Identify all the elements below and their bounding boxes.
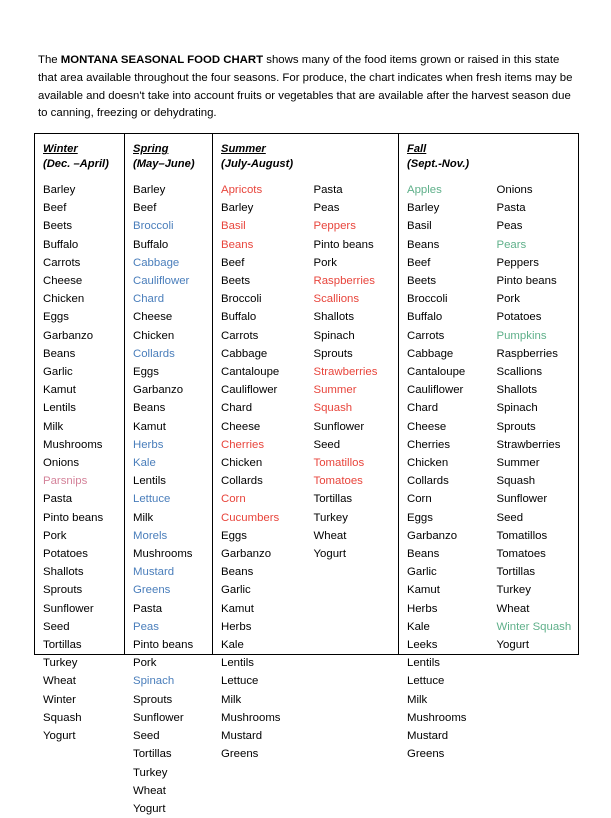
food-item: Mustard (221, 730, 263, 743)
food-item: Milk (133, 511, 154, 524)
food-item: Pinto beans (133, 639, 194, 652)
food-item: Cabbage (133, 256, 180, 269)
food-item: Garlic (221, 584, 251, 597)
food-item: Milk (407, 693, 428, 706)
food-item: Yogurt (43, 730, 76, 743)
season-header-winter (35, 134, 124, 171)
food-list-summer-1 (213, 181, 306, 761)
food-list-summer-2 (306, 181, 399, 654)
food-item: Beans (221, 238, 254, 251)
food-item: Milk (43, 420, 64, 433)
food-item: Collards (133, 347, 175, 360)
food-item: Pinto beans (496, 275, 557, 288)
food-item: Chard (407, 402, 439, 415)
season-header-fall (399, 134, 578, 171)
food-item: Yogurt (313, 548, 347, 561)
food-item: Beef (221, 256, 245, 269)
food-item: Turkey (496, 584, 531, 597)
season-column-summer (213, 134, 399, 761)
food-item: Lentils (43, 402, 76, 415)
food-item: Cauliflower (221, 384, 278, 397)
season-name: Spring (133, 143, 169, 155)
food-item: Herbs (133, 438, 164, 451)
food-item: Kale (221, 639, 244, 652)
food-item: Mustard (407, 730, 449, 743)
food-item: Pinto beans (313, 238, 374, 251)
food-item: Yogurt (496, 639, 530, 652)
food-item: Turkey (313, 511, 348, 524)
food-item: Turkey (133, 766, 168, 779)
food-item: Pumpkins (496, 329, 547, 342)
intro-text-before: The (38, 54, 61, 67)
food-item: Eggs (133, 366, 159, 379)
food-item: Greens (407, 748, 445, 761)
food-item: Garlic (43, 366, 73, 379)
food-item: Kamut (407, 584, 440, 597)
food-item: Wheat (43, 675, 76, 688)
food-item: Pasta (496, 202, 526, 215)
chart-title-bold: MONTANA SEASONAL FOOD CHART (60, 54, 264, 67)
food-item: Chicken (407, 457, 449, 470)
food-item: Collards (407, 475, 449, 488)
food-item: Kamut (43, 384, 76, 397)
food-item: Cherries (407, 438, 451, 451)
food-item: Wheat (496, 602, 530, 615)
food-item: Shallots (496, 384, 538, 397)
food-item: Leeks (407, 639, 438, 652)
food-item: Seed (496, 511, 524, 524)
food-item: Apples (407, 184, 442, 196)
food-item: Chicken (133, 329, 175, 342)
season-name: Fall (407, 143, 427, 155)
food-item: Tomatillos (313, 457, 365, 470)
food-item: Lettuce (221, 675, 259, 688)
season-items-summer (213, 181, 398, 761)
food-list-spring-1 (125, 181, 212, 815)
food-item: Chard (133, 293, 165, 306)
food-item: Broccoli (221, 293, 262, 306)
food-item: Tomatoes (496, 548, 546, 561)
food-item: Sprouts (43, 584, 83, 597)
food-item: Pork (43, 529, 67, 542)
food-item: Pasta (43, 493, 73, 506)
food-list-winter-1 (35, 181, 124, 743)
food-item: Milk (221, 693, 242, 706)
food-item: Barley (221, 202, 254, 215)
season-name: Winter (43, 143, 78, 155)
food-item: Lentils (133, 475, 166, 488)
food-item: Cantaloupe (221, 366, 280, 379)
food-item: Beans (407, 548, 440, 561)
season-column-winter (35, 134, 125, 743)
food-item: Sprouts (313, 347, 353, 360)
food-item: Broccoli (407, 293, 448, 306)
food-item: Scallions (313, 293, 360, 306)
food-item: Lettuce (133, 493, 171, 506)
food-item: Strawberries (496, 438, 561, 451)
food-item: Cabbage (221, 347, 268, 360)
food-item: Cherries (221, 438, 265, 451)
food-item: Cheese (407, 420, 447, 433)
season-months: (Sept.-Nov.) (407, 157, 470, 170)
food-item: Eggs (221, 529, 247, 542)
food-item: Pinto beans (43, 511, 104, 524)
season-header-summer (213, 134, 398, 171)
food-item: Chard (221, 402, 253, 415)
food-item: Pears (496, 238, 527, 251)
food-item: Carrots (221, 329, 259, 342)
food-item: Scallions (496, 366, 543, 379)
food-item: Cheese (221, 420, 261, 433)
food-item: Garbanzo (407, 529, 458, 542)
food-item: Garbanzo (43, 329, 94, 342)
food-item: Mushrooms (221, 711, 281, 724)
food-item: Carrots (407, 329, 445, 342)
food-item: Tomatoes (313, 475, 363, 488)
food-item: Spinach (496, 402, 538, 415)
food-item: Greens (221, 748, 259, 761)
food-item: Beef (43, 202, 67, 215)
food-item: Eggs (43, 311, 69, 324)
food-item: Greens (133, 584, 171, 597)
food-item: Mushrooms (407, 711, 467, 724)
food-item: Garlic (407, 566, 437, 579)
food-item: Spinach (133, 675, 175, 688)
food-item: Lentils (407, 657, 440, 670)
food-item: Sprouts (496, 420, 536, 433)
food-item: Corn (407, 493, 432, 506)
seasonal-food-chart-table (34, 133, 579, 815)
food-item: Wheat (133, 784, 166, 797)
food-item: Sunflower (313, 420, 365, 433)
food-item: Seed (43, 620, 70, 633)
food-item: Summer (496, 457, 540, 470)
food-item: Pork (313, 256, 337, 269)
food-item: Eggs (407, 511, 433, 524)
food-item: Turkey (43, 657, 78, 670)
intro-text-after: shows many of the food items grown or raised in this state that area available throughout the four seasons. For produce, the chart indicates when fresh items may be available and doesn't take into account fruits or vegetables that are available after the harvest season due to canning, freezing or dehydrating. (38, 54, 573, 120)
food-item: Summer (313, 384, 357, 397)
food-item: Cabbage (407, 347, 454, 360)
food-item: Sunflower (496, 493, 548, 506)
food-item: Cucumbers (221, 511, 280, 524)
food-item: Cantaloupe (407, 366, 466, 379)
food-item: Beans (221, 566, 254, 579)
food-list-fall-2 (489, 181, 579, 654)
food-item: Shallots (43, 566, 84, 579)
food-item: Mushrooms (43, 438, 103, 451)
food-item: Corn (221, 493, 246, 506)
food-item: Broccoli (133, 220, 174, 233)
season-header-spring (125, 134, 212, 171)
food-item: Cheese (133, 311, 173, 324)
food-item: Tortillas (43, 639, 82, 652)
food-item: Lentils (221, 657, 254, 670)
season-column-spring (125, 134, 213, 815)
food-list-fall-1 (399, 181, 489, 761)
season-months: (Dec. –April) (43, 157, 109, 170)
food-item: Peppers (496, 256, 539, 269)
food-item: Lettuce (407, 675, 445, 688)
food-item: Seed (133, 730, 160, 743)
food-item: Cauliflower (133, 275, 190, 288)
season-months: (July-August) (221, 157, 294, 170)
food-item: Beef (133, 202, 157, 215)
season-items-spring (125, 181, 212, 815)
season-items-winter (35, 181, 124, 743)
food-item: Morels (133, 529, 168, 542)
food-item: Raspberries (313, 275, 375, 288)
food-item: Beans (43, 347, 76, 360)
food-item: Peas (133, 620, 159, 633)
food-item: Kale (133, 457, 156, 470)
food-item: Yogurt (133, 802, 166, 815)
food-item: Squash (43, 711, 82, 724)
food-item: Onions (496, 184, 533, 196)
food-item: Peppers (313, 220, 356, 233)
food-item: Pork (133, 657, 157, 670)
food-item: Kamut (221, 602, 254, 615)
food-item: Tortillas (496, 566, 536, 579)
food-item: Buffalo (407, 311, 443, 324)
food-item: Herbs (407, 602, 438, 615)
food-item: Beans (407, 238, 440, 251)
food-item: Onions (43, 457, 80, 470)
food-item: Raspberries (496, 347, 558, 360)
food-item: Beets (43, 220, 73, 233)
food-item: Strawberries (313, 366, 378, 379)
food-item: Parsnips (43, 475, 88, 488)
season-name: Summer (221, 143, 266, 155)
food-item: Sunflower (43, 602, 94, 615)
food-item: Squash (496, 475, 536, 488)
season-items-fall (399, 181, 578, 761)
intro-paragraph (38, 52, 575, 122)
food-item: Peas (313, 202, 340, 215)
food-item: Tortillas (133, 748, 172, 761)
food-item: Sprouts (133, 693, 173, 706)
season-months: (May–June) (133, 157, 195, 170)
food-item: Herbs (221, 620, 252, 633)
food-item: Mushrooms (133, 548, 193, 561)
food-item: Pasta (133, 602, 163, 615)
food-item: Chicken (221, 457, 263, 470)
food-item: Chicken (43, 293, 85, 306)
food-item: Pasta (313, 184, 343, 196)
food-item: Buffalo (43, 238, 79, 251)
food-item: Beets (407, 275, 437, 288)
food-item: Beans (133, 402, 166, 415)
food-item: Basil (221, 220, 246, 233)
food-item: Garbanzo (221, 548, 272, 561)
food-item: Tomatillos (496, 529, 548, 542)
food-item: Winter (43, 693, 76, 706)
food-item: Mustard (133, 566, 175, 579)
food-item: Beets (221, 275, 251, 288)
food-item: Barley (133, 184, 166, 196)
food-item: Barley (407, 202, 440, 215)
food-item: Buffalo (133, 238, 169, 251)
food-item: Sunflower (133, 711, 184, 724)
food-item: Kale (407, 620, 430, 633)
food-item: Beef (407, 256, 431, 269)
food-item: Cheese (43, 275, 83, 288)
food-item: Pork (496, 293, 520, 306)
food-item: Winter Squash (496, 620, 572, 633)
food-item: Shallots (313, 311, 355, 324)
food-item: Collards (221, 475, 263, 488)
food-item: Carrots (43, 256, 81, 269)
food-item: Basil (407, 220, 432, 233)
season-column-fall (399, 134, 578, 761)
food-item: Potatoes (43, 548, 88, 561)
food-item: Buffalo (221, 311, 257, 324)
food-item: Garbanzo (133, 384, 184, 397)
food-item: Seed (313, 438, 341, 451)
food-item: Kamut (133, 420, 166, 433)
food-item: Wheat (313, 529, 347, 542)
food-item: Barley (43, 184, 76, 196)
food-item: Squash (313, 402, 353, 415)
food-item: Tortillas (313, 493, 353, 506)
food-item: Spinach (313, 329, 355, 342)
food-item: Peas (496, 220, 523, 233)
food-item: Cauliflower (407, 384, 464, 397)
food-item: Apricots (221, 184, 263, 196)
food-item: Potatoes (496, 311, 542, 324)
